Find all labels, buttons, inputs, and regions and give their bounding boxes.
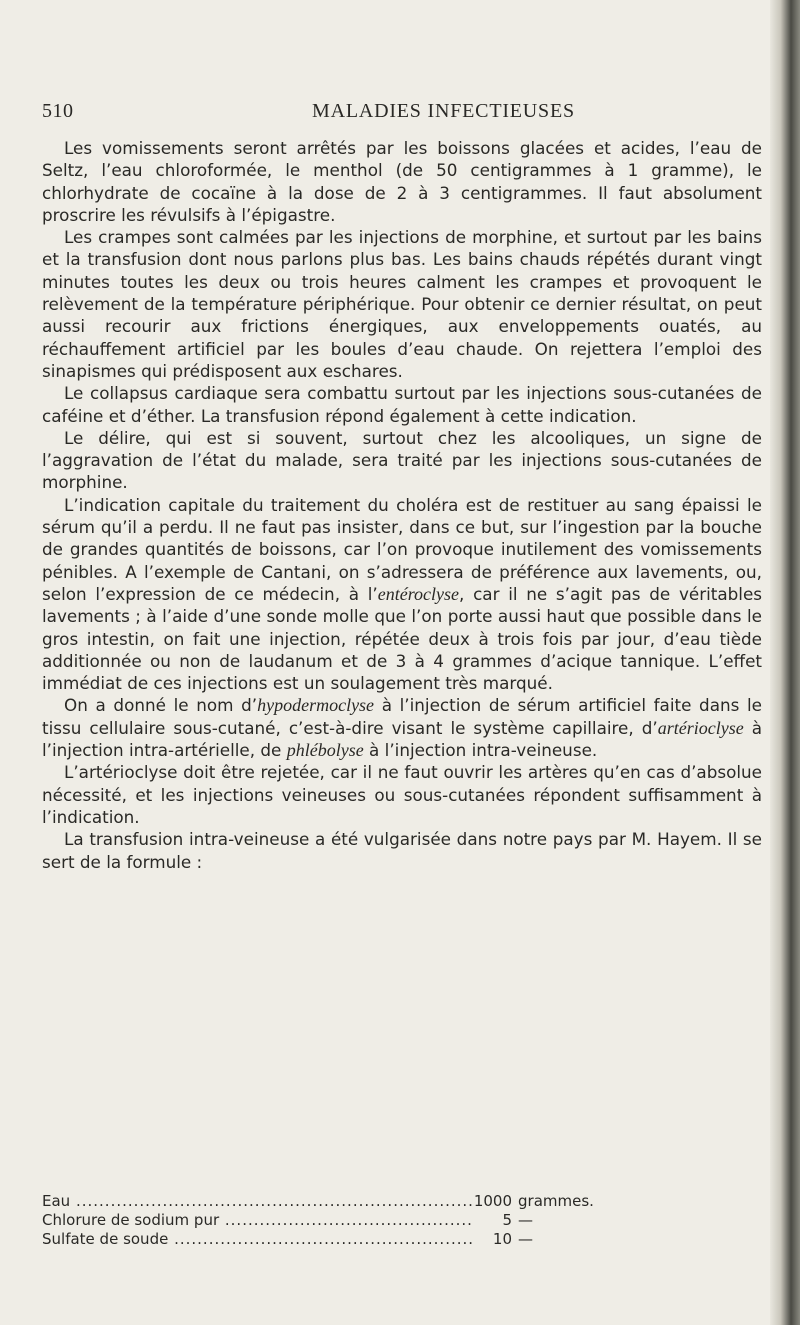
paragraph-text: , car il ne s’agit pas de véritables lavements ; à l’aide d’une sonde molle que l’on porte aussi haut que possible dans le gros intestin, on fait une injection, répétée deux à trois fois par jour, d’eau tiède additionnée ou non de laudanum et de 3 à 4 grammes d’acique tannique. L’effet immédiat de ces injections est un soulagement très marqué. (42, 583, 763, 694)
running-head: MALADIES INFECTIEUSES (312, 100, 575, 122)
formula-ingredient: Eau ..... (42, 1192, 472, 1211)
formula-unit: — (518, 1230, 533, 1248)
body-text (42, 137, 762, 873)
paragraph-text: L’artérioclyse doit être rejetée, car il ne faut ouvrir les artères qu’en cas d’absolue nécessité, et les injections veineuses ou sous-cutanées répondent suffisamment à l’indication. (42, 762, 762, 827)
paragraph (42, 761, 762, 828)
formula-quantity: 5 (502, 1211, 512, 1229)
formula-row (42, 1230, 762, 1249)
formula-unit: — (518, 1211, 533, 1229)
paragraph-text: Les crampes sont calmées par les injections de morphine, et surtout par les bains et la transfusion dont nous parlons plus bas. Les bains chauds répétés durant vingt minutes toutes les deux ou trois heures calment les crampes et provoquent le relèvement de la température périphérique. Pour obtenir ce dernier résultat, on peut aussi recourir aux frictions énergiques, aux enveloppements ouatés, au réchauffement artificiel par les boules d’eau chaude. On rejettera l’emploi des sinapismes qui prédisposent aux eschares. (42, 227, 762, 381)
formula-quantity: 10 (492, 1230, 512, 1248)
paragraph-text: Le collapsus cardiaque sera combattu surtout par les injections sous-cutanées de caféine et d’éther. La transfusion répond également à cette indication. (42, 383, 762, 426)
italic-term: phlébolyse (286, 740, 364, 761)
page-edge-shadow (770, 0, 800, 1325)
formula-ingredient: Sulfate de soude ..... (42, 1230, 472, 1249)
paragraph (42, 494, 762, 695)
paragraph (42, 382, 762, 427)
paragraph-text: Les vomissements seront arrêtés par les boissons glacées et acides, l’eau de Seltz, l’eau chloroformée, le menthol (de 50 centigrammes à 1 gramme), le chlorhydrate de cocaïne à la dose de 2 à 3 centigrammes. Il faut absolument proscrire les révulsifs à l’épigastre. (42, 138, 762, 225)
italic-term: entéroclyse (377, 583, 460, 604)
paragraph (42, 137, 762, 226)
formula-row (42, 1211, 762, 1230)
italic-term: hypodermoclyse (257, 695, 375, 716)
paragraph (42, 694, 762, 761)
paragraph-text: à l’injection de sérum artificiel faite dans le tissu cellulaire sous-cutané, c’est-à-dire visant le système capillaire, d’ (42, 695, 762, 738)
formula-row (42, 1192, 762, 1211)
italic-term: artérioclyse (657, 717, 744, 738)
paragraph-text: Le délire, qui est si souvent, surtout chez les alcooliques, un signe de l’aggravation de l’état du malade, sera traité par les injections sous-cutanées de morphine. (42, 427, 762, 493)
paragraph (42, 226, 762, 382)
page-number: 510 (42, 100, 74, 122)
formula-quantity: 1000 (473, 1192, 512, 1210)
paragraph (42, 828, 762, 873)
paragraph-text: L’indication capitale du traitement du choléra est de restituer au sang épaissi le sérum qu’il a perdu. Il ne faut pas insister, dans ce but, sur l’ingestion par la bouche de grandes quantités de boissons, car l’on provoque inutilement des vomissements pénibles. A l’exemple de Cantani, on s’adressera de préférence aux lavements, ou, selon l’expression de ce médecin, à l’ (42, 494, 762, 604)
paragraph-text: On a donné le nom d’ (64, 695, 258, 716)
paragraph-text: La transfusion intra-veineuse a été vulgarisée dans notre pays par M. Hayem. Il se sert de la formule : (42, 829, 762, 872)
formula-unit: grammes. (518, 1192, 594, 1210)
formula-ingredient: Chlorure de sodium pur ..... (42, 1211, 472, 1230)
paragraph-text: à l’injection intra-artérielle, de (42, 717, 762, 761)
paragraph-text: à l’injection intra-veineuse. (363, 740, 598, 761)
paragraph (42, 427, 762, 494)
formula-table (42, 1192, 762, 1249)
page-header (42, 100, 762, 130)
